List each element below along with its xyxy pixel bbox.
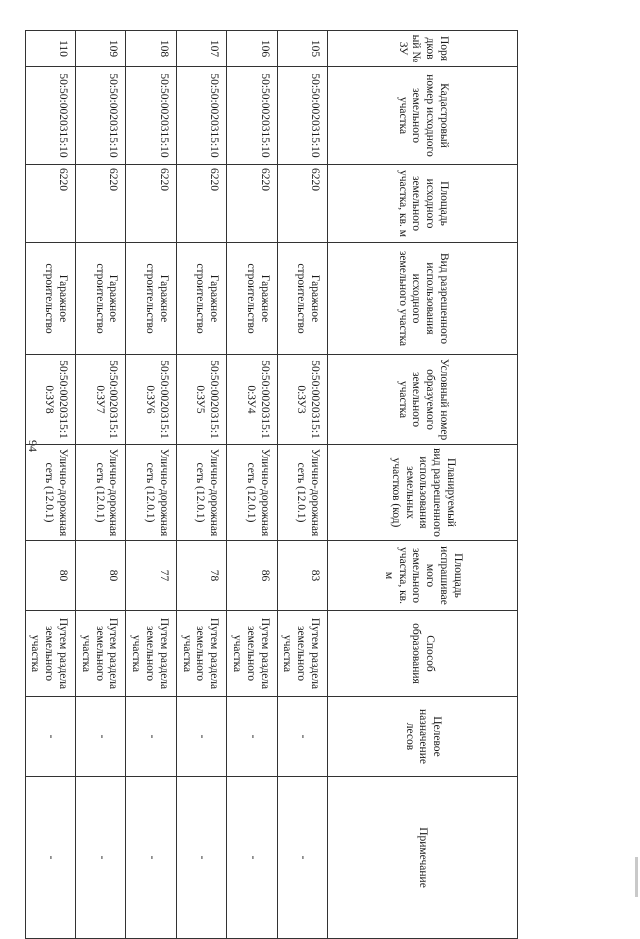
table-row [76, 31, 126, 939]
cell-requested-area: 83 [277, 541, 327, 611]
cell-planned-use: Улично-дорожная сеть (12.0.1) [176, 445, 226, 541]
cell-note: - [126, 777, 176, 939]
cell-formation-method: Путем раздела земельного участка [126, 611, 176, 697]
cell-requested-area: 77 [126, 541, 176, 611]
header-conditional-number: Условный номер образуемого земельного участка [328, 355, 518, 445]
cell-formation-method: Путем раздела земельного участка [25, 611, 75, 697]
header-forest-purpose: Целевое назначение лесов [328, 697, 518, 777]
cell-note: - [227, 777, 277, 939]
header-note: Примечание [328, 777, 518, 939]
table-header-row [328, 31, 518, 939]
cell-conditional-number: 50:50:0020315:10:ЗУ3 [277, 355, 327, 445]
cell-source-area: 6220 [126, 165, 176, 243]
cell-forest-purpose: - [227, 697, 277, 777]
cell-cadastral-number: 50:50:0020315:10 [25, 67, 75, 165]
cell-note: - [25, 777, 75, 939]
cell-forest-purpose: - [277, 697, 327, 777]
land-plots-table [25, 30, 518, 939]
cell-plot-number: 105 [277, 31, 327, 67]
header-formation-method: Способ образования [328, 611, 518, 697]
header-planned-use: Планируемый вид разрешенного использования земельных участков (код) [328, 445, 518, 541]
table-row [176, 31, 226, 939]
cell-plot-number: 108 [126, 31, 176, 67]
cell-source-area: 6220 [277, 165, 327, 243]
cell-requested-area: 80 [25, 541, 75, 611]
header-permitted-use: Вид разрешенного использования исходного земельного участка [328, 243, 518, 355]
cell-formation-method: Путем раздела земельного участка [176, 611, 226, 697]
cell-permitted-use: Гаражное строительство [277, 243, 327, 355]
cell-source-area: 6220 [176, 165, 226, 243]
cell-plot-number: 110 [25, 31, 75, 67]
cell-conditional-number: 50:50:0020315:10:ЗУ4 [227, 355, 277, 445]
cell-cadastral-number: 50:50:0020315:10 [277, 67, 327, 165]
header-cadastral-number: Кадастровый номер исходного земельного участка [328, 67, 518, 165]
page-number: 94 [26, 440, 40, 452]
table-row [277, 31, 327, 939]
scan-margin-mark [635, 857, 638, 897]
cell-requested-area: 86 [227, 541, 277, 611]
cell-plot-number: 106 [227, 31, 277, 67]
cell-forest-purpose: - [126, 697, 176, 777]
cell-plot-number: 107 [176, 31, 226, 67]
cell-planned-use: Улично-дорожная сеть (12.0.1) [227, 445, 277, 541]
cell-formation-method: Путем раздела земельного участка [227, 611, 277, 697]
cell-conditional-number: 50:50:0020315:10:ЗУ5 [176, 355, 226, 445]
cell-cadastral-number: 50:50:0020315:10 [176, 67, 226, 165]
header-requested-area: Площадь испрашиваемого земельного участка, кв. м [328, 541, 518, 611]
table-row [25, 31, 75, 939]
cell-cadastral-number: 50:50:0020315:10 [126, 67, 176, 165]
header-plot-number: Порядковый № ЗУ [328, 31, 518, 67]
cell-source-area: 6220 [76, 165, 126, 243]
cell-permitted-use: Гаражное строительство [176, 243, 226, 355]
cell-forest-purpose: - [176, 697, 226, 777]
cell-permitted-use: Гаражное строительство [126, 243, 176, 355]
cell-planned-use: Улично-дорожная сеть (12.0.1) [126, 445, 176, 541]
cell-forest-purpose: - [76, 697, 126, 777]
table-row [126, 31, 176, 939]
cell-formation-method: Путем раздела земельного участка [277, 611, 327, 697]
cell-forest-purpose: - [25, 697, 75, 777]
cell-permitted-use: Гаражное строительство [227, 243, 277, 355]
cell-formation-method: Путем раздела земельного участка [76, 611, 126, 697]
cell-conditional-number: 50:50:0020315:10:ЗУ6 [126, 355, 176, 445]
cell-permitted-use: Гаражное строительство [76, 243, 126, 355]
cell-source-area: 6220 [25, 165, 75, 243]
cell-permitted-use: Гаражное строительство [25, 243, 75, 355]
cell-planned-use: Улично-дорожная сеть (12.0.1) [25, 445, 75, 541]
cell-conditional-number: 50:50:0020315:10:ЗУ8 [25, 355, 75, 445]
cell-requested-area: 80 [76, 541, 126, 611]
cell-source-area: 6220 [227, 165, 277, 243]
cell-planned-use: Улично-дорожная сеть (12.0.1) [76, 445, 126, 541]
cell-conditional-number: 50:50:0020315:10:ЗУ7 [76, 355, 126, 445]
cell-plot-number: 109 [76, 31, 126, 67]
cell-cadastral-number: 50:50:0020315:10 [227, 67, 277, 165]
cell-note: - [176, 777, 226, 939]
table-row [227, 31, 277, 939]
cell-note: - [277, 777, 327, 939]
cell-note: - [76, 777, 126, 939]
header-source-area: Площадь исходного земельного участка, кв. м [328, 165, 518, 243]
cell-planned-use: Улично-дорожная сеть (12.0.1) [277, 445, 327, 541]
cell-requested-area: 78 [176, 541, 226, 611]
cell-cadastral-number: 50:50:0020315:10 [76, 67, 126, 165]
